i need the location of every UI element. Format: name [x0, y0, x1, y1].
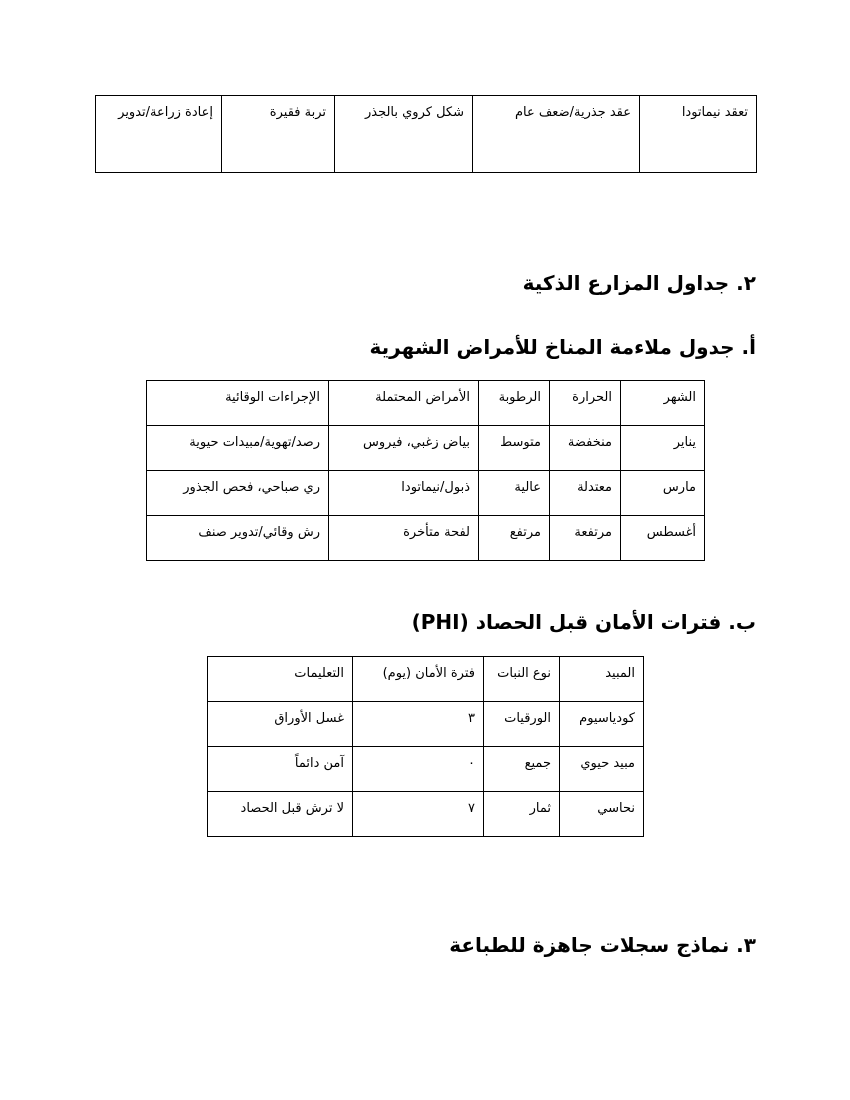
table-cell: ٣	[353, 702, 484, 747]
phi-table	[207, 656, 644, 837]
table-cell: ٧	[353, 792, 484, 837]
table-cell: مرتفعة	[550, 516, 621, 561]
phi-table-heading: ب. فترات الأمان قبل الحصاد (PHI)	[411, 610, 756, 634]
table-cell: ٠	[353, 747, 484, 792]
table-header-row	[147, 381, 705, 426]
table-row	[96, 96, 757, 173]
table-cell: مبيد حيوي	[560, 747, 644, 792]
table-cell: آمن دائماً	[208, 747, 353, 792]
table-row	[208, 747, 644, 792]
table-header-row	[208, 657, 644, 702]
table-cell: رش وقائي/تدوير صنف	[147, 516, 329, 561]
table-cell: تربة فقيرة	[222, 96, 335, 173]
climate-disease-table	[146, 380, 705, 561]
table-cell: عالية	[479, 471, 550, 516]
climate-table-heading: أ. جدول ملاءمة المناخ للأمراض الشهرية	[369, 335, 756, 359]
table-cell: كودياسيوم	[560, 702, 644, 747]
table-cell: معتدلة	[550, 471, 621, 516]
column-header: نوع النبات	[484, 657, 560, 702]
section-2-heading: ٢. جداول المزارع الذكية	[522, 271, 756, 295]
table-cell: لفحة متأخرة	[329, 516, 479, 561]
column-header: الشهر	[621, 381, 705, 426]
column-header: فترة الأمان (يوم)	[353, 657, 484, 702]
table-row	[208, 792, 644, 837]
table-cell: عقد جذرية/ضعف عام	[473, 96, 640, 173]
table-cell: مارس	[621, 471, 705, 516]
table-row	[208, 702, 644, 747]
table-row	[147, 426, 705, 471]
table-cell: ثمار	[484, 792, 560, 837]
table-cell: الورقيات	[484, 702, 560, 747]
table-cell: تعقد نيماتودا	[640, 96, 757, 173]
column-header: الأمراض المحتملة	[329, 381, 479, 426]
table-cell: أغسطس	[621, 516, 705, 561]
section-3-heading: ٣. نماذج سجلات جاهزة للطباعة	[449, 933, 756, 957]
column-header: الحرارة	[550, 381, 621, 426]
table-cell: نحاسي	[560, 792, 644, 837]
table-cell: بياض زغبي، فيروس	[329, 426, 479, 471]
table-cell: جميع	[484, 747, 560, 792]
table-cell: مرتفع	[479, 516, 550, 561]
table-cell: ذبول/نيماتودا	[329, 471, 479, 516]
table-cell: يناير	[621, 426, 705, 471]
table-cell: ري صباحي، فحص الجذور	[147, 471, 329, 516]
table-cell: لا ترش قبل الحصاد	[208, 792, 353, 837]
table-cell: شكل كروي بالجذر	[335, 96, 473, 173]
table-cell: إعادة زراعة/تدوير	[96, 96, 222, 173]
column-header: الرطوبة	[479, 381, 550, 426]
column-header: الإجراءات الوقائية	[147, 381, 329, 426]
table-cell: منخفضة	[550, 426, 621, 471]
column-header: التعليمات	[208, 657, 353, 702]
table-row	[147, 516, 705, 561]
table-cell: غسل الأوراق	[208, 702, 353, 747]
column-header: المبيد	[560, 657, 644, 702]
table-cell: رصد/تهوية/مبيدات حيوية	[147, 426, 329, 471]
nematode-table	[95, 95, 757, 173]
table-row	[147, 471, 705, 516]
table-cell: متوسط	[479, 426, 550, 471]
